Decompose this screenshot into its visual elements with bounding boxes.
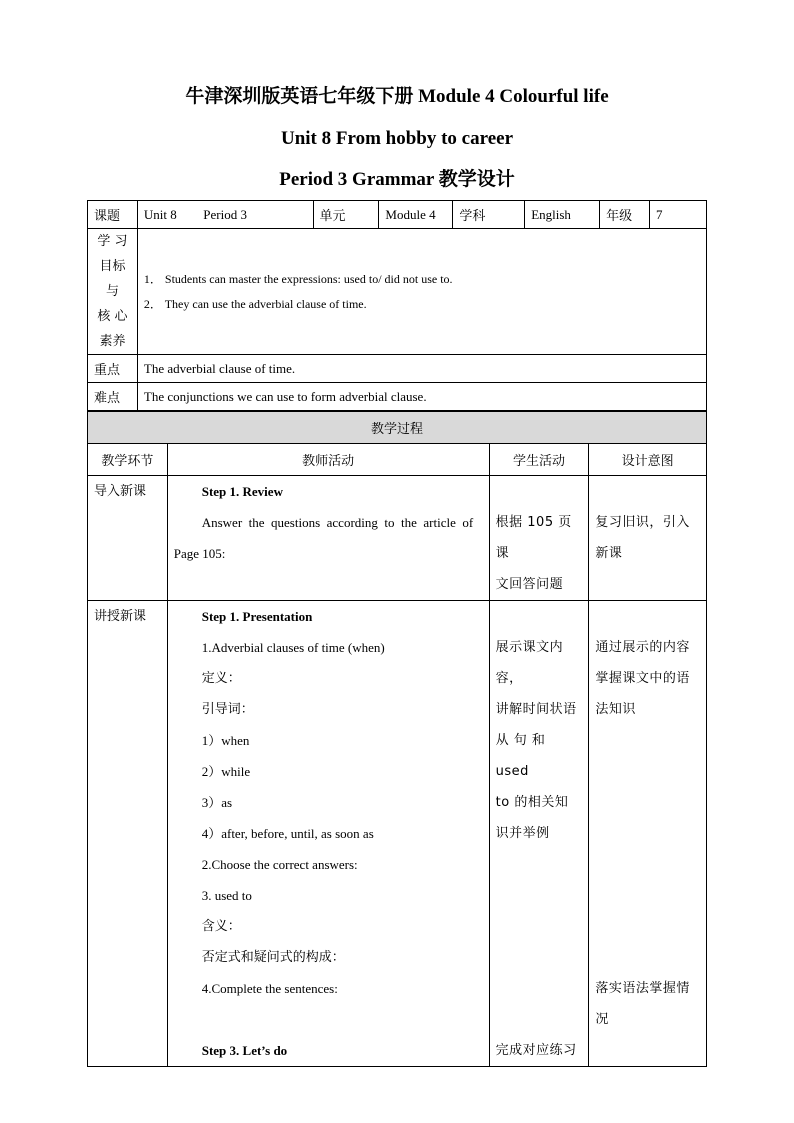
student-line: 识并举例 bbox=[495, 826, 550, 841]
header-teacher: 教师活动 bbox=[167, 444, 489, 476]
student-line: 展示课文内容， bbox=[495, 640, 564, 686]
label-key-point: 重点 bbox=[88, 355, 138, 383]
goal-item: 1． Students can master the expressions: used to/ did not use to. bbox=[143, 271, 453, 286]
unit-value: Module 4 bbox=[379, 201, 453, 229]
stage-new-lesson: 讲授新课 bbox=[88, 601, 168, 1067]
topic-period: Period 3 bbox=[203, 206, 247, 222]
teacher-line: Step 3. Let’s do bbox=[201, 1043, 288, 1058]
student-line: 文回答问题 bbox=[495, 577, 564, 592]
teacher-line: 1.Adverbial clauses of time (when) bbox=[201, 640, 385, 655]
label-goals-line: 学 习 bbox=[97, 234, 128, 249]
teacher-line: 4）after, before, until, as soon as bbox=[201, 826, 374, 841]
process-row-new-lesson bbox=[88, 601, 707, 1067]
teacher-line: Step 1. Review bbox=[201, 484, 283, 499]
header-intent: 设计意图 bbox=[589, 444, 707, 476]
key-point-value: The adverbial clause of time. bbox=[137, 355, 706, 383]
info-row-difficulty bbox=[88, 383, 707, 411]
intent-line: 况 bbox=[595, 1012, 609, 1027]
student-line: to 的相关知 bbox=[495, 795, 569, 810]
label-goals-line: 与 bbox=[105, 284, 119, 299]
lesson-info-table bbox=[87, 200, 707, 411]
intent-line: 掌握课文中的语 bbox=[595, 671, 690, 686]
teacher-line: 否定式和疑问式的构成： bbox=[201, 950, 345, 965]
teacher-line: 引导词： bbox=[201, 702, 254, 717]
label-topic: 课题 bbox=[88, 201, 138, 229]
teacher-line: Page 105: bbox=[173, 546, 226, 561]
label-goals-line: 目标 bbox=[99, 259, 126, 274]
process-header-row bbox=[88, 444, 707, 476]
info-row-key-point bbox=[88, 355, 707, 383]
intent-line: 复习旧识，引入 bbox=[595, 515, 690, 530]
difficulty-value: The conjunctions we can use to form adverbial clause. bbox=[137, 383, 706, 411]
process-title: 教学过程 bbox=[88, 412, 707, 444]
student-line: 从 句 和 used bbox=[495, 733, 546, 779]
teaching-process-table bbox=[87, 411, 707, 1067]
document-title-line2: Unit 8 From hobby to career bbox=[280, 128, 514, 149]
label-unit: 单元 bbox=[313, 201, 379, 229]
intent-new-lesson bbox=[589, 601, 707, 1067]
subject-value: English bbox=[525, 201, 600, 229]
label-goals-line: 核 心 bbox=[97, 309, 128, 324]
teacher-line: 3. used to bbox=[201, 888, 252, 903]
intent-line: 新课 bbox=[595, 546, 623, 561]
student-leadin bbox=[489, 476, 589, 601]
label-subject: 学科 bbox=[453, 201, 525, 229]
student-line: 讲解时间状语 bbox=[495, 702, 577, 717]
intent-line: 通过展示的内容 bbox=[595, 640, 690, 655]
topic-unit: Unit 8 bbox=[143, 206, 177, 222]
info-row-topic bbox=[88, 201, 707, 229]
label-difficulty: 难点 bbox=[88, 383, 138, 411]
header-student: 学生活动 bbox=[489, 444, 589, 476]
teacher-line: 含义： bbox=[201, 919, 241, 934]
label-grade: 年级 bbox=[600, 201, 650, 229]
student-line: 根据 105 页课 bbox=[495, 515, 572, 561]
label-goals bbox=[88, 229, 138, 355]
goal-item: 2． They can use the adverbial clause of time. bbox=[143, 296, 367, 311]
teacher-line: 定义： bbox=[201, 671, 241, 686]
document-title-line1: 牛津深圳版英语七年级下册 Module 4 Colourful life bbox=[185, 86, 609, 107]
teacher-line: 4.Complete the sentences: bbox=[201, 981, 338, 996]
header-stage: 教学环节 bbox=[88, 444, 168, 476]
grade-value: 7 bbox=[650, 201, 707, 229]
teacher-line: Answer the questions according to the article of bbox=[201, 515, 474, 530]
topic-value bbox=[137, 201, 313, 229]
teacher-line: 1）when bbox=[201, 733, 250, 748]
teacher-line: 2.Choose the correct answers: bbox=[201, 857, 358, 872]
process-row-leadin bbox=[88, 476, 707, 601]
student-new-lesson bbox=[489, 601, 589, 1067]
teacher-line: 3）as bbox=[201, 795, 233, 810]
intent-line: 法知识 bbox=[595, 702, 636, 717]
goals-content bbox=[137, 229, 706, 355]
teacher-new-lesson bbox=[167, 601, 489, 1067]
student-line: 完成对应练习 bbox=[495, 1043, 577, 1058]
intent-line: 落实语法掌握情 bbox=[595, 981, 690, 996]
teacher-line: 2）while bbox=[201, 764, 251, 779]
stage-leadin: 导入新课 bbox=[88, 476, 168, 601]
info-row-goals bbox=[88, 229, 707, 355]
intent-leadin bbox=[589, 476, 707, 601]
document-header bbox=[0, 82, 794, 191]
teacher-line: Step 1. Presentation bbox=[201, 609, 313, 624]
teacher-leadin bbox=[167, 476, 489, 601]
label-goals-line: 素养 bbox=[99, 334, 126, 349]
document-title-line3: Period 3 Grammar 教学设计 bbox=[279, 169, 515, 190]
teacher-line-blank bbox=[174, 1004, 483, 1035]
